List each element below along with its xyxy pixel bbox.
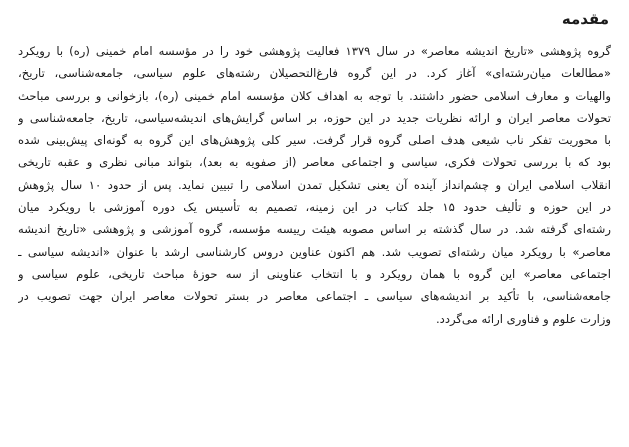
paragraph-line: با محوریت تفکر ناب شیعی هدف اصلی گروه قرار گرفت. سیر کلی پژوهش‌های این گروه به گونه‌ای پیش‌بینی شده xyxy=(18,133,611,148)
paragraph-line: رشته‌ای گرفته شد. در سال گذشته بر اساس مصوبه هیئت رییسه مؤسسه، گروه آموزشی و پژوهشی «تاریخ اندیشه xyxy=(18,222,611,237)
paragraph-line: اجتماعی معاصر» این گروه با همان رویکرد و با انتخاب عناوینی از سه حوزۀ مباحث تاریخی، علوم سیاسی و xyxy=(18,266,611,281)
introduction-body xyxy=(18,40,611,330)
paragraph-line: «مطالعات میان‌رشته‌ای» آغاز کرد. در این گروه فارغ‌التحصیلان رشته‌های علوم سیاسی، جامعه‌شناسی، تاریخ، xyxy=(18,66,611,81)
paragraph-line: معاصر» با رویکرد میان رشته‌ای تصویب شد. هم اکنون عناوین دروس کارشناسی ارشد با عنوان «اندیشه سیاسی ـ xyxy=(18,244,611,259)
paragraph-line: در این حوزه و تألیف حدود ۱۵ جلد کتاب در این زمینه، تصمیم به تأسیس یک دوره آموزشی با رویکرد میان xyxy=(18,200,611,215)
section-heading: مقدمه xyxy=(561,10,609,28)
paragraph-line: تحولات معاصر ایران و ارائه نظریات جدید در این حوزه، بر اساس گرایش‌های اندیشه‌سیاسی، تاریخ، جامعه‌شناسی و xyxy=(18,110,611,125)
paragraph-line: والهیات و معارف اسلامی حضور داشتند. با توجه به اهداف کلان مؤسسه امام خمینی (ره)، بازخوانی و بررسی مباحث xyxy=(18,88,611,103)
paragraph-line: انقلاب اسلامی ایران و چشم‌انداز آینده آن یعنی تشکیل تمدن اسلامی را تبیین نماید. پس از حدود ۱۰ سال پژوهش xyxy=(18,177,611,192)
paragraph-line: وزارت علوم و فناوری ارائه می‌گردد. xyxy=(435,311,611,326)
paragraph-line: جامعه‌شناسی، با تأکید بر اندیشه‌های سیاسی ـ اجتماعی معاصر در بستر تحولات معاصر ایران جهت تصویب در xyxy=(18,289,611,304)
paragraph-line: گروه پژوهشی «تاریخ اندیشه معاصر» در سال ۱۳۷۹ فعالیت پژوهشی خود را در مؤسسه امام خمینی (ره) با رویکرد xyxy=(18,44,611,58)
paragraph-line: بود که با بررسی تحولات فکری، سیاسی و اجتماعی معاصر (از صفویه به بعد)، بتواند مبانی نظری و عقبه تاریخی xyxy=(18,155,611,170)
